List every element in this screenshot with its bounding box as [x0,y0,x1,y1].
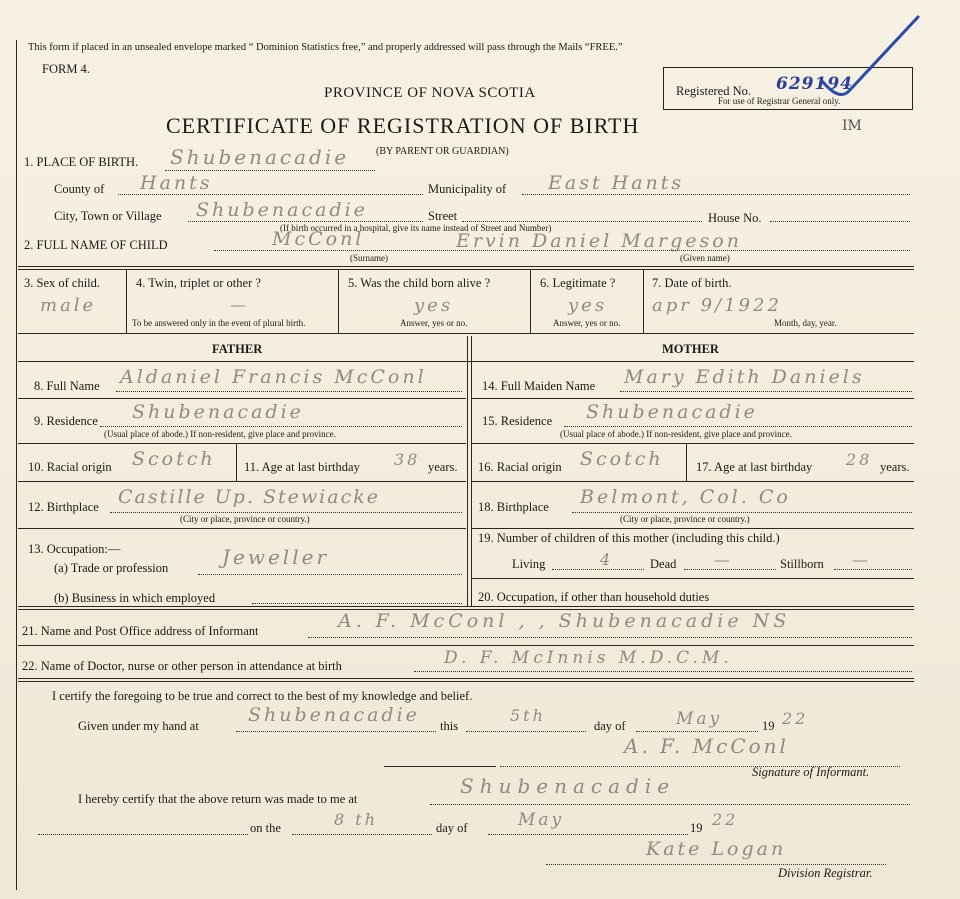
alive-note: Answer, yes or no. [400,318,468,328]
dotted-line [198,574,462,575]
registrar-statement: I hereby certify that the above return was made to me at [78,792,358,806]
dotted-line [636,731,758,732]
mother-living-value: 4 [600,550,614,569]
province-heading: PROVINCE OF NOVA SCOTIA [324,85,536,101]
given-under-label: Given under my hand at [78,719,199,733]
mother-occupation-label: 20. Occupation, if other than household duties [478,590,710,604]
divider [18,645,914,646]
certificate-title: CERTIFICATE OF REGISTRATION OF BIRTH [166,113,640,138]
registrar-day-of-label: day of [436,821,468,835]
year-prefix: 19 [762,719,775,733]
divider [18,606,914,607]
dotted-line [252,603,462,604]
registered-label: Registered No. [676,84,751,98]
divider [530,269,531,333]
divider [472,398,914,399]
surname-value: McConl [272,228,365,250]
registrar-signature: Kate Logan [646,838,787,860]
mother-age-label: 17. Age at last birthday [696,460,813,474]
left-margin-line [16,40,17,890]
mother-age-value: 28 [846,450,873,469]
year-value: 22 [782,709,809,728]
dotted-line [414,671,912,672]
dotted-line [466,731,586,732]
father-name-label: 8. Full Name [34,379,100,393]
dotted-line [564,426,912,427]
father-birthplace-label: 12. Birthplace [28,500,99,514]
divider [18,481,466,482]
mother-racial-value: Scotch [580,448,664,470]
registrar-month-value: May [518,810,565,830]
dob-note: Month, day, year. [774,318,837,328]
municipality-label: Municipality of [428,182,507,196]
day-value: 5th [510,706,546,725]
father-residence-label: 9. Residence [34,414,98,428]
mother-birthplace-note: (City or place, province or country.) [620,514,750,524]
mother-years: years. [880,460,910,474]
legitimate-value: yes [568,295,608,316]
center-divider [471,336,472,606]
mother-stillborn-value: — [852,550,871,569]
doctor-label: 22. Name of Doctor, nurse or other person in attendance at birth [22,659,342,673]
mother-name-value: Mary Edith Daniels [624,366,865,388]
father-trade-label: (a) Trade or profession [54,561,169,575]
registrar-day-value: 8 th [334,810,378,829]
dotted-line [38,834,248,835]
dotted-line [770,221,910,222]
registered-number: 629194 [776,74,853,94]
father-residence-value: Shubenacadie [132,401,304,423]
divider [236,443,237,481]
mother-residence-value: Shubenacadie [586,401,758,423]
registrar-note: For use of Registrar General only. [718,96,841,106]
father-name-value: Aldaniel Francis McConl [120,366,427,388]
street-note: (If birth occurred in a hospital, give its name instead of Street and Number) [280,223,552,233]
dotted-line [522,194,910,195]
divider [18,361,914,362]
dotted-line [110,512,462,513]
divider [18,269,914,270]
dotted-line [292,834,432,835]
father-age-value: 38 [394,450,421,469]
this-label: this [440,719,459,733]
divider [686,443,687,481]
twin-label: 4. Twin, triplet or other ? [136,276,261,290]
mother-stillborn-label: Stillborn [780,557,824,571]
registrar-year-value: 22 [712,810,739,829]
father-residence-note: (Usual place of abode.) If non-resident, give place and province. [104,429,336,439]
city-label: City, Town or Village [54,209,162,223]
dotted-line [214,250,910,251]
dotted-line [684,569,776,570]
sex-label: 3. Sex of child. [24,276,101,290]
place-of-birth-label: 1. PLACE OF BIRTH. [24,155,139,169]
house-label: House No. [708,211,762,225]
mother-residence-note: (Usual place of abode.) If non-resident, give place and province. [560,429,792,439]
place-of-birth-value: Shubenacadie [170,145,350,169]
divider [338,269,339,333]
dotted-line [620,391,912,392]
father-heading: FATHER [212,342,263,356]
certificate-subtitle: (BY PARENT OR GUARDIAN) [376,146,509,157]
mother-dead-value: — [714,550,733,569]
dotted-line [165,170,375,171]
divider [18,333,914,334]
informant-value: A. F. McConl , , Shubenacadie NS [338,610,791,632]
informant-label: 21. Name and Post Office address of Informant [22,624,259,638]
father-racial-value: Scotch [132,448,216,470]
father-birthplace-value: Castille Up. Stewiacke [118,486,380,508]
given-note: (Given name) [680,253,730,263]
child-name-label: 2. FULL NAME OF CHILD [24,238,168,252]
divider [472,528,914,529]
divider [472,443,914,444]
certify-statement: I certify the foregoing to be true and correct to the best of my knowledge and belief. [52,689,473,703]
father-age-label: 11. Age at last birthday [244,460,360,474]
given-place-value: Shubenacadie [248,704,420,726]
dob-label: 7. Date of birth. [652,276,732,290]
mother-dead-label: Dead [650,557,677,571]
mother-living-label: Living [512,557,546,571]
street-label: Street [428,209,458,223]
dotted-line [100,426,462,427]
mother-name-label: 14. Full Maiden Name [482,379,596,393]
municipality-value: East Hants [548,172,685,194]
dotted-line [834,569,912,570]
twin-note: To be answered only in the event of plural birth. [132,318,306,328]
informant-signature: A. F. McConl [624,734,789,758]
dotted-line [118,194,423,195]
alive-value: yes [414,295,454,316]
divider [18,443,466,444]
on-the-label: on the [250,821,281,835]
divider [643,269,644,333]
legitimate-note: Answer, yes or no. [553,318,621,328]
center-divider [467,336,468,606]
registrar-place-value: Shubenacadie [460,774,676,798]
county-label: County of [54,182,105,196]
dotted-line [116,391,462,392]
postal-notice: This form if placed in an unsealed envelope marked “ Dominion Statistics free,” and properly addressed will pass through the Mails “FREE.” [28,42,623,53]
dotted-line [308,637,912,638]
divider [18,681,914,682]
dob-value: apr 9/1922 [652,295,782,316]
divider [18,398,466,399]
divider [18,678,914,679]
surname-note: (Surname) [350,253,388,263]
father-years: years. [428,460,458,474]
twin-value: — [230,295,249,314]
sex-value: male [40,295,97,316]
dotted-line [462,221,702,222]
alive-label: 5. Was the child born alive ? [348,276,491,290]
dotted-line [572,512,912,513]
registrar-signature-label: Division Registrar. [778,866,873,880]
mother-residence-label: 15. Residence [482,414,553,428]
dotted-line [188,221,423,222]
divider [472,578,914,579]
day-of-label: day of [594,719,626,733]
doctor-value: D. F. McInnis M.D.C.M. [444,648,733,668]
checkmark-icon [818,12,928,102]
signature-line [384,766,496,767]
mother-racial-label: 16. Racial origin [478,460,562,474]
dotted-line [546,864,886,865]
divider [18,266,914,267]
stamp-mark: IM [842,118,862,134]
city-value: Shubenacadie [196,199,368,221]
father-occupation-label: 13. Occupation:— [28,542,121,556]
father-birthplace-note: (City or place, province or country.) [180,514,310,524]
dotted-line [430,804,910,805]
mother-birthplace-value: Belmont, Col. Co [580,486,791,508]
divider [472,481,914,482]
legitimate-label: 6. Legitimate ? [540,276,616,290]
divider [18,528,466,529]
dotted-line [552,569,644,570]
mother-heading: MOTHER [662,342,719,356]
registrar-year-prefix: 19 [690,821,703,835]
dotted-line [236,731,436,732]
given-name-value: Ervin Daniel Margeson [456,230,742,252]
mother-children-label: 19. Number of children of this mother (including this child.) [478,531,780,545]
father-business-label: (b) Business in which employed [54,591,216,605]
divider [126,269,127,333]
informant-signature-label: Signature of Informant. [752,765,870,779]
form-number: FORM 4. [42,62,90,76]
father-racial-label: 10. Racial origin [28,460,112,474]
father-trade-value: Jeweller [222,545,329,569]
dotted-line [488,834,688,835]
mother-birthplace-label: 18. Birthplace [478,500,549,514]
county-value: Hants [140,172,213,194]
month-value: May [676,709,723,729]
